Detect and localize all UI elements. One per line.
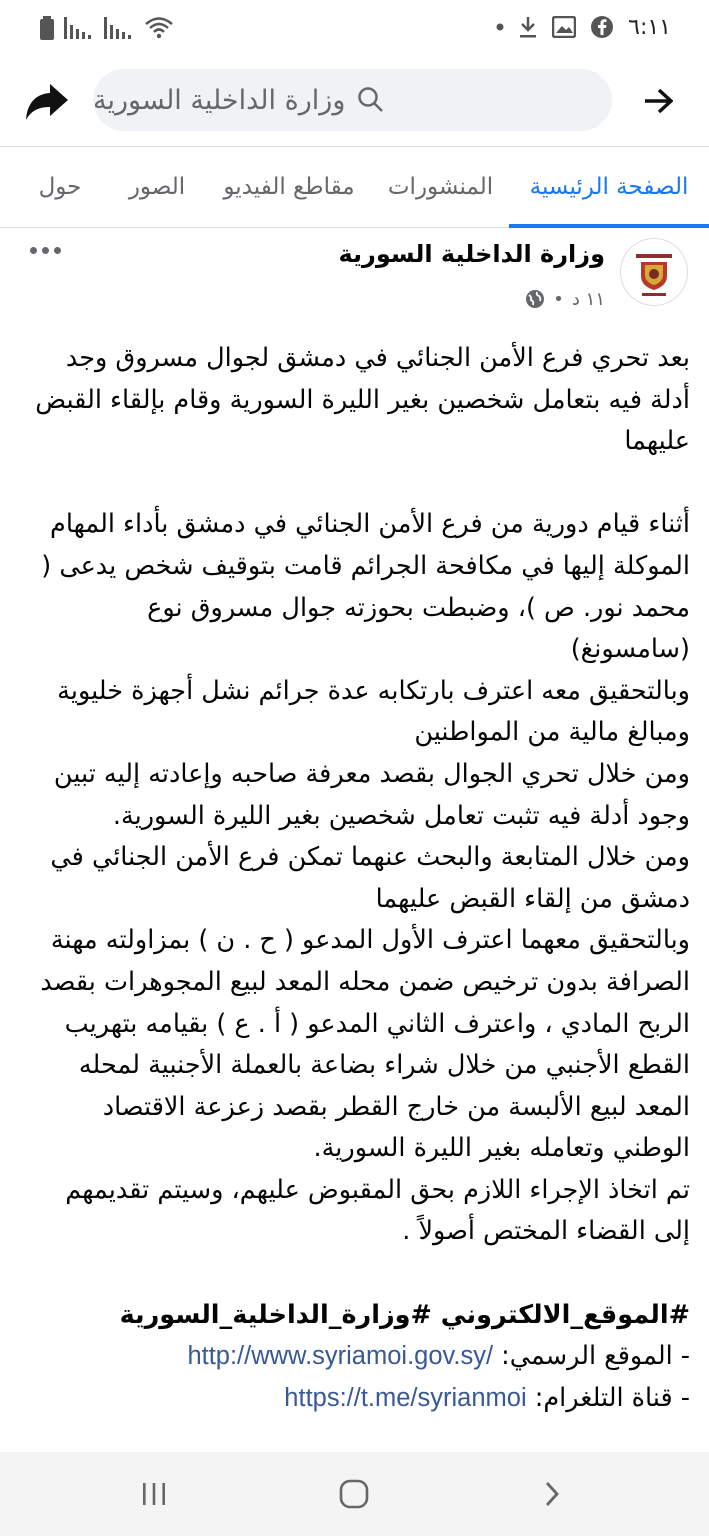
post-paragraph: ومن خلال تحري الجوال بقصد معرفة صاحبه وإعادته إليه تبين وجود أدلة فيه تثبت تعامل شخصين بغير الليرة السورية. [53, 758, 690, 831]
system-nav-bar [0, 1452, 709, 1536]
signal-icon [104, 17, 134, 39]
website-label: - الموقع الرسمي: [501, 1341, 690, 1372]
back-nav-icon[interactable] [532, 1474, 572, 1514]
clock: ٦:١١ [628, 14, 671, 40]
tab-about[interactable]: حول [38, 174, 82, 200]
battery-icon [40, 16, 54, 40]
recents-nav-icon[interactable] [134, 1474, 174, 1514]
tab-videos[interactable]: مقاطع الفيديو [223, 174, 355, 200]
share-icon[interactable] [24, 80, 70, 122]
page-tabs [0, 146, 709, 228]
telegram-line [22, 1378, 690, 1420]
status-left [40, 14, 174, 42]
telegram-label: - قناة التلغرام: [534, 1382, 690, 1413]
wifi-icon [144, 16, 174, 40]
post-paragraph: ومن خلال المتابعة والبحث عنهما تمكن فرع الأمن الجنائي في دمشق من إلقاء القبض عليهما [50, 842, 690, 914]
post-paragraph: وبالتحقيق معه اعترف بارتكابه عدة جرائم نشل أجهزة خليوية ومبالغ مالية من المواطنين [57, 675, 690, 748]
globe-icon [525, 289, 545, 309]
post-paragraph: أثناء قيام دورية من فرع الأمن الجنائي في دمشق بأداء المهام الموكلة إليها في مكافحة الجرائم قامت بتوقيف شخص يدعى ( محمد نور. ص )، وضبطت بحوزته جوال مسروق نوع (سامسونغ) [41, 509, 690, 665]
page-name[interactable]: وزارة الداخلية السورية [338, 240, 605, 268]
dot-icon [496, 23, 504, 31]
post-time[interactable]: ١١ د [571, 288, 605, 310]
signal-icon [64, 17, 94, 39]
telegram-link[interactable]: https://t.me/syrianmoi [284, 1383, 527, 1412]
website-line [22, 1336, 690, 1378]
hashtags[interactable]: #الموقع_الالكتروني #وزارة_الداخلية_السورية [119, 1299, 690, 1330]
facebook-icon [590, 15, 614, 39]
post-paragraph: بعد تحري فرع الأمن الجنائي في دمشق لجوال مسروق وجد أدلة فيه بتعامل شخصين بغير الليرة السورية وقام بإلقاء القبض عليهما [35, 343, 690, 457]
download-icon [518, 15, 538, 39]
back-arrow-icon[interactable] [638, 84, 678, 118]
gallery-icon [552, 16, 576, 38]
search-query: وزارة الداخلية السورية [93, 84, 346, 116]
tab-posts[interactable]: المنشورات [387, 174, 494, 200]
tab-home[interactable]: الصفحة الرئيسية [509, 147, 709, 227]
search-header [0, 56, 709, 146]
meta-separator: • [553, 288, 564, 310]
status-right [496, 12, 671, 42]
post-paragraph: تم اتخاذ الإجراء اللازم بحق المقبوض عليهم، وسيتم تقديمهم إلى القضاء المختص أصولاً . [65, 1174, 690, 1247]
post-paragraph: وبالتحقيق معهما اعترف الأول المدعو ( ح . ن ) بمزاولته مهنة الصرافة بدون ترخيص ضمن محله المعد لبيع المجوهرات بقصد الربح المادي ، واعترف الثاني المدعو ( أ . ع ) بقيامه بتهريب القطع الأجنبي من خلال شراء بضاعة بالعملة الأجنبية لمحله المعد لبيع الألبسة من خارج القطر بقصد زعزعة الاقتصاد الوطني وتعامله بغير الليرة السورية. [40, 925, 690, 1164]
status-bar [0, 0, 709, 56]
website-link[interactable]: http://www.syriamoi.gov.sy/ [187, 1342, 494, 1371]
post-meta [525, 286, 605, 312]
tab-photos[interactable]: الصور [128, 174, 186, 200]
avatar[interactable] [620, 238, 688, 306]
search-bar[interactable] [93, 69, 612, 131]
search-icon [357, 86, 385, 114]
post-body [22, 338, 690, 1419]
more-options-icon[interactable] [30, 242, 64, 258]
post-header [0, 228, 709, 320]
home-nav-icon[interactable] [334, 1474, 374, 1514]
